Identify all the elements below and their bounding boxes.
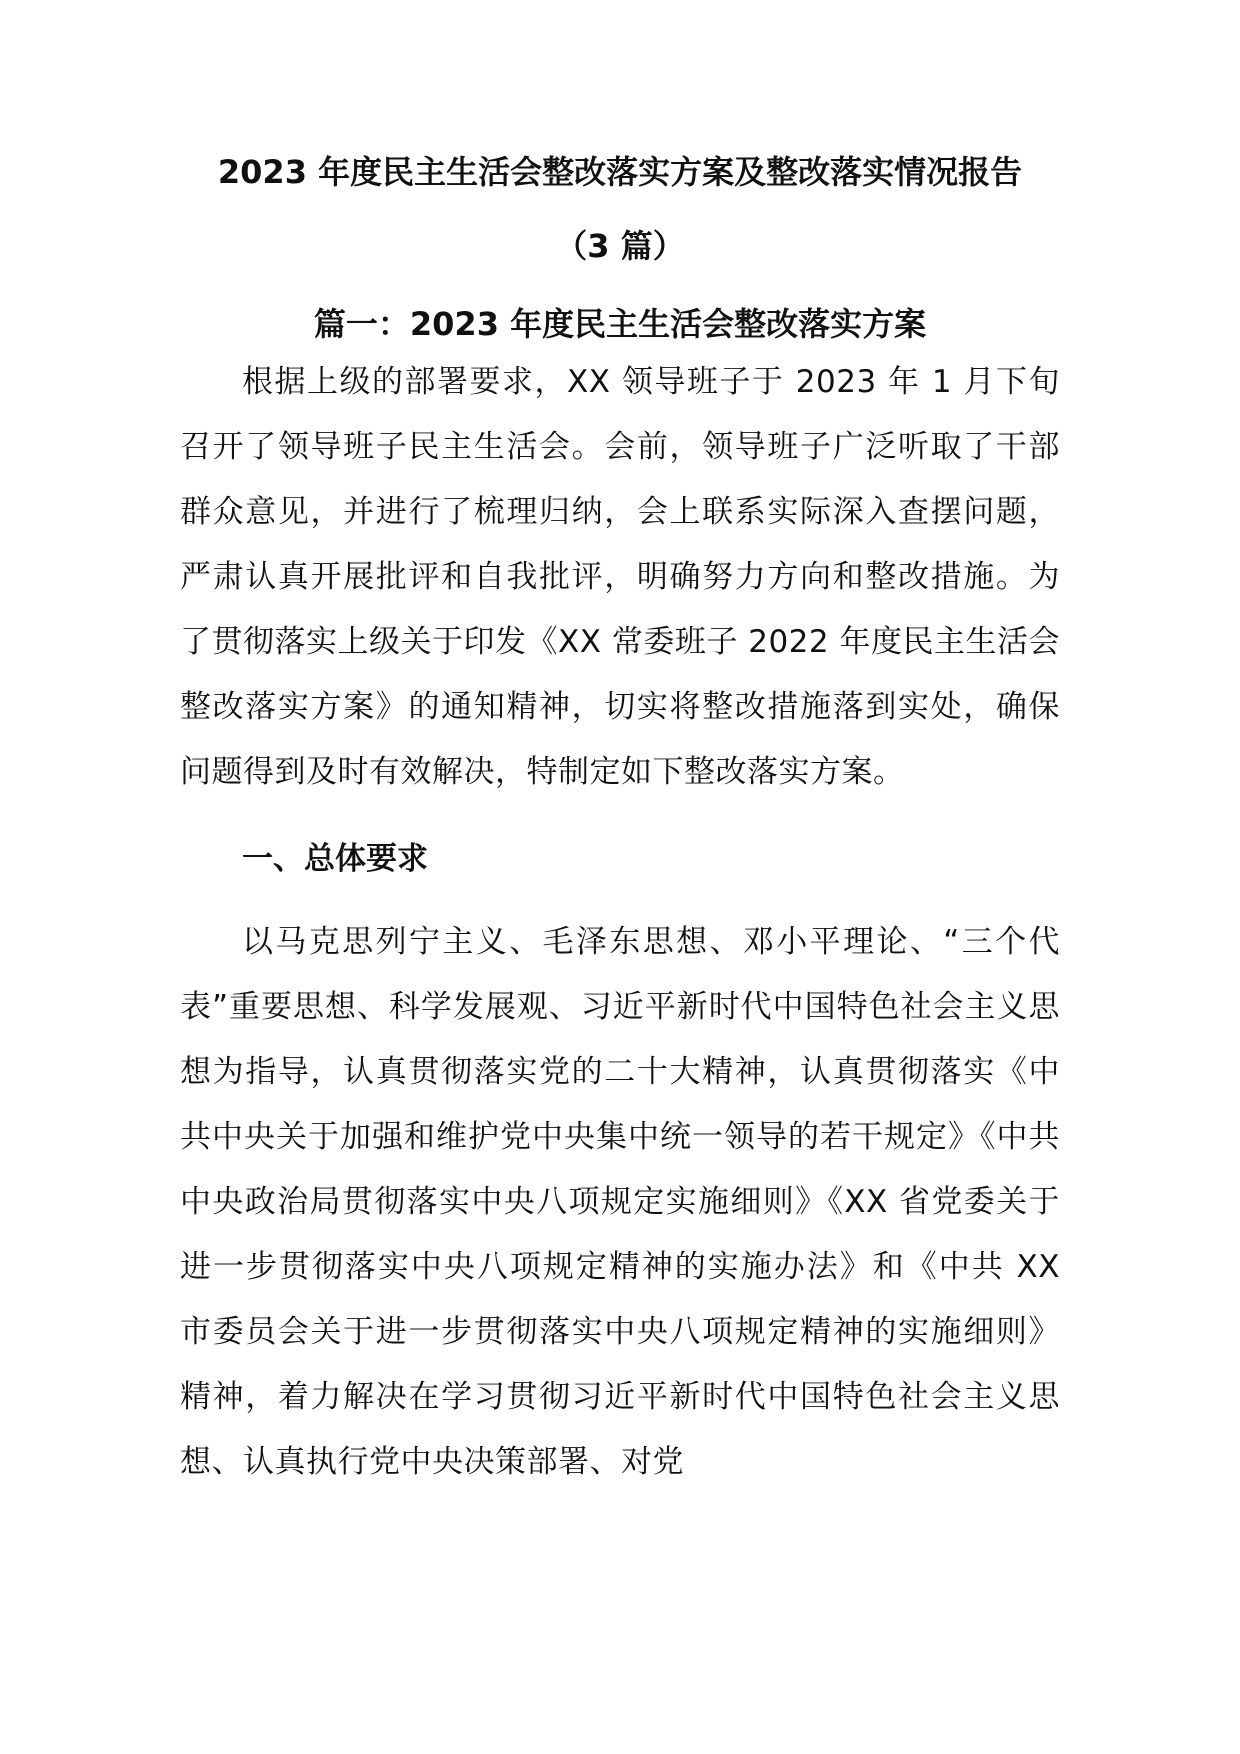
general-requirements-paragraph: 以马克思列宁主义、毛泽东思想、邓小平理论、“三个代表”重要思想、科学发展观、习近平新时代中国特色社会主义思想为指导，认真贯彻落实党的二十大精神，认真贯彻落实《中共中央关于加强和维护党中央集中统一领导的若干规定》《中共中央政治局贯彻落实中央八项规定实施细则》《XX 省党委关于进一步贯彻落实中央八项规定精神的实施办法》和《中共 XX 市委员会关于进一步贯彻落实中央八项规定精神的实施细则》精神，着力解决在学习贯彻习近平新时代中国特色社会主义思想、认真执行党中央决策部署、对党	[180, 924, 1060, 1480]
intro-paragraph: 根据上级的部署要求，XX 领导班子于 2023 年 1 月下旬召开了领导班子民主生活会。会前，领导班子广泛听取了干部群众意见，并进行了梳理归纳，会上联系实际深入查摆问题，严肃认真开展批评和自我批评，明确努力方向和整改措施。为了贯彻落实上级关于印发《XX 常委班子 2022 年度民主生活会整改落实方案》的通知精神，切实将整改措施落到实处，确保问题得到及时有效解决，特制定如下整改落实方案。	[180, 364, 1060, 790]
document-title: 2023 年度民主生活会整改落实方案及整改落实情况报告	[217, 153, 1023, 191]
heading-general-requirements: 一、总体要求	[242, 841, 428, 877]
section-title: 篇一：2023 年度民主生活会整改落实方案	[313, 305, 927, 343]
document-subtitle: （3 篇）	[555, 227, 685, 265]
document-body	[180, 150, 1060, 1495]
